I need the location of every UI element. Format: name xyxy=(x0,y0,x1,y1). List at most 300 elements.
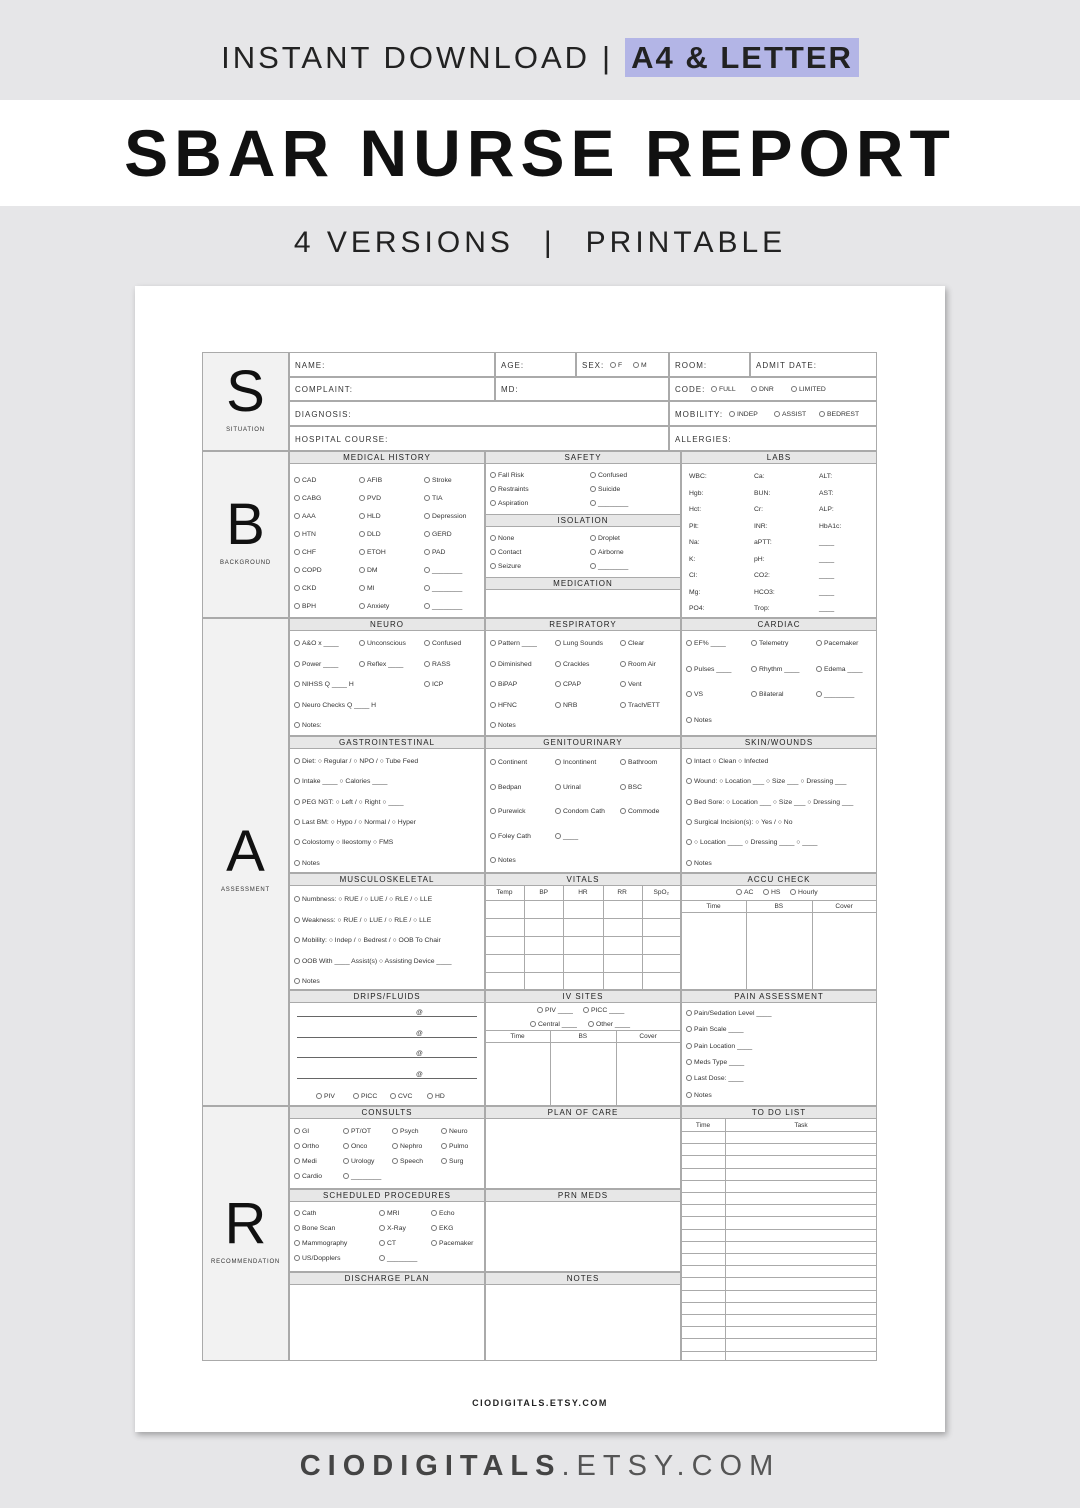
code-full-option[interactable] xyxy=(711,385,736,394)
gi-option[interactable] xyxy=(294,757,418,766)
procedure-option[interactable] xyxy=(379,1209,399,1218)
checkbox-circle[interactable] xyxy=(490,759,496,765)
medical-history-option[interactable] xyxy=(359,494,381,503)
checkbox-circle[interactable] xyxy=(353,1093,359,1099)
neuro-option[interactable] xyxy=(359,660,403,669)
isolation-option[interactable] xyxy=(590,548,624,557)
cardiac-option[interactable] xyxy=(686,690,703,699)
mobility-assist-option[interactable] xyxy=(774,410,806,419)
checkbox-circle[interactable] xyxy=(610,362,616,368)
gu-option[interactable] xyxy=(490,807,526,816)
medical-history-option[interactable] xyxy=(294,476,316,485)
checkbox-circle[interactable] xyxy=(294,531,300,537)
medical-history-option[interactable] xyxy=(424,512,466,521)
consult-option[interactable] xyxy=(441,1157,463,1166)
accu-option[interactable] xyxy=(736,888,753,897)
medical-history-option[interactable] xyxy=(359,602,389,611)
neuro-option[interactable] xyxy=(424,660,451,669)
checkbox-circle[interactable] xyxy=(294,1255,300,1261)
checkbox-circle[interactable] xyxy=(294,1173,300,1179)
versions-text: 4 VERSIONS xyxy=(293,226,514,259)
safety-option[interactable] xyxy=(590,485,620,494)
skin-option[interactable] xyxy=(686,777,846,786)
checkbox-circle[interactable] xyxy=(751,666,757,672)
checkbox-circle[interactable] xyxy=(686,1059,692,1065)
checkbox-circle[interactable] xyxy=(294,937,300,943)
mobility-bedrest-option[interactable] xyxy=(819,410,859,419)
respiratory-option[interactable] xyxy=(555,701,577,710)
respiratory-option[interactable] xyxy=(620,639,644,648)
gu-option[interactable] xyxy=(555,783,581,792)
checkbox-circle[interactable] xyxy=(392,1158,398,1164)
checkbox-circle[interactable] xyxy=(424,513,430,519)
checkbox-circle[interactable] xyxy=(294,1158,300,1164)
isolation-option[interactable] xyxy=(590,534,620,543)
safety-option[interactable] xyxy=(590,499,628,508)
drip-at: @ xyxy=(416,1009,423,1016)
checkbox-circle[interactable] xyxy=(711,386,717,392)
medical-history-option[interactable] xyxy=(294,530,316,539)
checkbox-circle[interactable] xyxy=(530,1021,536,1027)
checkbox-circle[interactable] xyxy=(620,681,626,687)
checkbox-circle[interactable] xyxy=(555,661,561,667)
mobility-indep-option[interactable] xyxy=(729,410,758,419)
safety-option[interactable] xyxy=(490,471,524,480)
checkbox-circle[interactable] xyxy=(620,808,626,814)
medical-history-option[interactable] xyxy=(359,584,375,593)
checkbox-circle[interactable] xyxy=(490,857,496,863)
neuro-option[interactable] xyxy=(294,721,322,730)
cardiac-option[interactable] xyxy=(816,639,858,648)
checkbox-circle[interactable] xyxy=(424,477,430,483)
iv-option[interactable] xyxy=(583,1006,624,1015)
checkbox-circle[interactable] xyxy=(555,784,561,790)
checkbox-circle[interactable] xyxy=(736,889,742,895)
gi-option[interactable] xyxy=(294,838,393,847)
checkbox-circle[interactable] xyxy=(379,1225,385,1231)
gu-option[interactable] xyxy=(490,832,531,841)
checkbox-circle[interactable] xyxy=(490,500,496,506)
medical-history-option[interactable] xyxy=(359,548,386,557)
pain-option[interactable] xyxy=(686,1042,752,1051)
checkbox-circle[interactable] xyxy=(424,585,430,591)
consult-option[interactable] xyxy=(294,1142,319,1151)
checkbox-circle[interactable] xyxy=(343,1173,349,1179)
medical-history-option[interactable] xyxy=(294,494,321,503)
line-type-option[interactable] xyxy=(316,1092,335,1101)
checkbox-circle[interactable] xyxy=(620,759,626,765)
checkbox-circle[interactable] xyxy=(751,386,757,392)
medical-history-option[interactable] xyxy=(294,602,316,611)
checkbox-circle[interactable] xyxy=(686,758,692,764)
checkbox-circle[interactable] xyxy=(390,1093,396,1099)
checkbox-circle[interactable] xyxy=(555,640,561,646)
checkbox-circle[interactable] xyxy=(590,472,596,478)
gu-option[interactable] xyxy=(555,832,578,841)
respiratory-option[interactable] xyxy=(490,660,532,669)
respiratory-option[interactable] xyxy=(620,660,656,669)
checkbox-circle[interactable] xyxy=(294,549,300,555)
neuro-option[interactable] xyxy=(294,639,339,648)
skin-option[interactable] xyxy=(686,798,853,807)
respiratory-option[interactable] xyxy=(490,701,517,710)
line-type-option[interactable] xyxy=(427,1092,445,1101)
checkbox-circle[interactable] xyxy=(424,681,430,687)
medical-history-option[interactable] xyxy=(424,566,462,575)
checkbox-circle[interactable] xyxy=(392,1143,398,1149)
checkbox-circle[interactable] xyxy=(359,585,365,591)
checkbox-circle[interactable] xyxy=(427,1093,433,1099)
consult-option[interactable] xyxy=(343,1142,367,1151)
checkbox-circle[interactable] xyxy=(294,917,300,923)
isolation-option[interactable] xyxy=(490,562,521,571)
medical-history-option[interactable] xyxy=(294,548,316,557)
medical-history-option[interactable] xyxy=(424,602,462,611)
checkbox-circle[interactable] xyxy=(431,1210,437,1216)
procedure-option[interactable] xyxy=(379,1224,406,1233)
checkbox-circle[interactable] xyxy=(392,1128,398,1134)
consult-option[interactable] xyxy=(392,1127,419,1136)
checkbox-circle[interactable] xyxy=(294,640,300,646)
consult-option[interactable] xyxy=(294,1172,322,1181)
checkbox-circle[interactable] xyxy=(490,722,496,728)
isolation-option[interactable] xyxy=(490,534,514,543)
iv-option[interactable] xyxy=(530,1020,577,1029)
cardiac-option[interactable] xyxy=(686,716,712,725)
medical-history-option[interactable] xyxy=(359,476,382,485)
checkbox-circle[interactable] xyxy=(686,860,692,866)
skin-option[interactable] xyxy=(686,818,793,827)
pain-option[interactable] xyxy=(686,1025,744,1034)
checkbox-circle[interactable] xyxy=(686,799,692,805)
medical-history-option[interactable] xyxy=(424,548,445,557)
checkbox-circle[interactable] xyxy=(379,1255,385,1261)
isolation-option[interactable] xyxy=(490,548,521,557)
gu-option[interactable] xyxy=(555,758,596,767)
checkbox-circle[interactable] xyxy=(431,1240,437,1246)
pain-option[interactable] xyxy=(686,1074,744,1083)
sex-f-option[interactable] xyxy=(610,361,622,370)
checkbox-circle[interactable] xyxy=(424,603,430,609)
checkbox-circle[interactable] xyxy=(590,500,596,506)
medical-history-option[interactable] xyxy=(359,512,381,521)
consult-option[interactable] xyxy=(392,1142,422,1151)
checkbox-circle[interactable] xyxy=(294,896,300,902)
checkbox-circle[interactable] xyxy=(424,549,430,555)
procedure-option[interactable] xyxy=(294,1209,316,1218)
respiratory-option[interactable] xyxy=(555,660,589,669)
procedure-option[interactable] xyxy=(431,1224,453,1233)
checkbox-circle[interactable] xyxy=(424,661,430,667)
line-type-option[interactable] xyxy=(353,1092,377,1101)
cardiac-option[interactable] xyxy=(686,665,731,674)
checkbox-circle[interactable] xyxy=(790,889,796,895)
neuro-option[interactable] xyxy=(359,639,406,648)
checkbox-circle[interactable] xyxy=(294,799,300,805)
checkbox-circle[interactable] xyxy=(359,531,365,537)
checkbox-circle[interactable] xyxy=(294,1225,300,1231)
checkbox-circle[interactable] xyxy=(424,567,430,573)
checkbox-circle[interactable] xyxy=(751,640,757,646)
checkbox-circle[interactable] xyxy=(294,681,300,687)
checkbox-circle[interactable] xyxy=(620,640,626,646)
consult-option[interactable] xyxy=(343,1127,371,1136)
medical-history-option[interactable] xyxy=(294,584,316,593)
respiratory-option[interactable] xyxy=(490,639,537,648)
consult-option[interactable] xyxy=(441,1142,468,1151)
gu-option[interactable] xyxy=(620,758,657,767)
gu-option[interactable] xyxy=(490,783,521,792)
checkbox-circle[interactable] xyxy=(620,661,626,667)
checkbox-circle[interactable] xyxy=(294,585,300,591)
msk-option[interactable] xyxy=(294,916,431,925)
checkbox-circle[interactable] xyxy=(751,691,757,697)
procedure-option[interactable] xyxy=(431,1209,455,1218)
medical-history-option[interactable] xyxy=(359,566,378,575)
checkbox-circle[interactable] xyxy=(588,1021,594,1027)
checkbox-circle[interactable] xyxy=(294,495,300,501)
checkbox-circle[interactable] xyxy=(379,1210,385,1216)
checkbox-circle[interactable] xyxy=(555,808,561,814)
cardiac-option[interactable] xyxy=(751,690,784,699)
checkbox-circle[interactable] xyxy=(359,513,365,519)
checkbox-circle[interactable] xyxy=(490,640,496,646)
skin-option[interactable] xyxy=(686,859,712,868)
checkbox-circle[interactable] xyxy=(343,1128,349,1134)
checkbox-circle[interactable] xyxy=(294,1210,300,1216)
code-limited-option[interactable] xyxy=(791,385,826,394)
checkbox-circle[interactable] xyxy=(774,411,780,417)
checkbox-circle[interactable] xyxy=(686,819,692,825)
iv-option[interactable] xyxy=(537,1006,573,1015)
code-dnr-option[interactable] xyxy=(751,385,774,394)
checkbox-circle[interactable] xyxy=(379,1240,385,1246)
checkbox-circle[interactable] xyxy=(294,860,300,866)
checkbox-circle[interactable] xyxy=(441,1128,447,1134)
checkbox-circle[interactable] xyxy=(490,535,496,541)
skin-option[interactable] xyxy=(686,838,817,847)
msk-option[interactable] xyxy=(294,936,441,945)
checkbox-circle[interactable] xyxy=(816,666,822,672)
checkbox-circle[interactable] xyxy=(686,778,692,784)
checkbox-circle[interactable] xyxy=(555,833,561,839)
msk-option[interactable] xyxy=(294,895,432,904)
checkbox-circle[interactable] xyxy=(816,640,822,646)
pain-option[interactable] xyxy=(686,1058,744,1067)
respiratory-option[interactable] xyxy=(490,721,516,730)
checkbox-circle[interactable] xyxy=(424,531,430,537)
checkbox-circle[interactable] xyxy=(490,784,496,790)
checkbox-circle[interactable] xyxy=(490,808,496,814)
checkbox-circle[interactable] xyxy=(294,778,300,784)
consult-option[interactable] xyxy=(294,1127,309,1136)
consult-option[interactable] xyxy=(294,1157,317,1166)
pain-option[interactable] xyxy=(686,1009,771,1018)
checkbox-circle[interactable] xyxy=(294,722,300,728)
consult-option[interactable] xyxy=(343,1172,381,1181)
gi-option[interactable] xyxy=(294,798,403,807)
procedure-option[interactable] xyxy=(431,1239,473,1248)
neuro-option[interactable] xyxy=(294,660,338,669)
checkbox-circle[interactable] xyxy=(816,691,822,697)
cardiac-option[interactable] xyxy=(816,665,863,674)
checkbox-circle[interactable] xyxy=(590,486,596,492)
checkbox-circle[interactable] xyxy=(294,477,300,483)
medical-history-option[interactable] xyxy=(424,494,443,503)
safety-option[interactable] xyxy=(590,471,627,480)
checkbox-circle[interactable] xyxy=(294,839,300,845)
neuro-option[interactable] xyxy=(294,701,376,710)
checkbox-circle[interactable] xyxy=(583,1007,589,1013)
checkbox-circle[interactable] xyxy=(686,839,692,845)
sex-m-option[interactable] xyxy=(633,361,647,370)
checkbox-circle[interactable] xyxy=(686,1075,692,1081)
checkbox-circle[interactable] xyxy=(359,495,365,501)
checkbox-circle[interactable] xyxy=(490,702,496,708)
respiratory-option[interactable] xyxy=(620,701,660,710)
checkbox-circle[interactable] xyxy=(359,567,365,573)
checkbox-circle[interactable] xyxy=(294,1143,300,1149)
checkbox-circle[interactable] xyxy=(490,833,496,839)
checkbox-circle[interactable] xyxy=(590,535,596,541)
checkbox-circle[interactable] xyxy=(555,702,561,708)
consult-option[interactable] xyxy=(392,1157,423,1166)
medical-history-option[interactable] xyxy=(424,530,452,539)
medical-history-option[interactable] xyxy=(294,566,322,575)
checkbox-circle[interactable] xyxy=(686,640,692,646)
checkbox-circle[interactable] xyxy=(686,1043,692,1049)
checkbox-circle[interactable] xyxy=(555,759,561,765)
gi-option[interactable] xyxy=(294,818,416,827)
respiratory-option[interactable] xyxy=(555,639,603,648)
respiratory-option[interactable] xyxy=(555,680,581,689)
checkbox-circle[interactable] xyxy=(294,1240,300,1246)
checkbox-circle[interactable] xyxy=(686,666,692,672)
checkbox-circle[interactable] xyxy=(686,717,692,723)
checkbox-circle[interactable] xyxy=(359,640,365,646)
checkbox-circle[interactable] xyxy=(294,958,300,964)
neuro-option[interactable] xyxy=(424,639,461,648)
safety-option[interactable] xyxy=(490,499,528,508)
checkbox-circle[interactable] xyxy=(359,477,365,483)
checkbox-circle[interactable] xyxy=(590,549,596,555)
checkbox-circle[interactable] xyxy=(316,1093,322,1099)
medical-history-option[interactable] xyxy=(424,584,462,593)
procedure-option[interactable] xyxy=(294,1224,335,1233)
checkbox-circle[interactable] xyxy=(359,603,365,609)
checkbox-circle[interactable] xyxy=(343,1158,349,1164)
gu-option[interactable] xyxy=(555,807,605,816)
medical-history-option[interactable] xyxy=(359,530,381,539)
accu-option[interactable] xyxy=(790,888,818,897)
checkbox-circle[interactable] xyxy=(490,549,496,555)
checkbox-circle[interactable] xyxy=(686,691,692,697)
msk-option[interactable] xyxy=(294,977,320,986)
checkbox-circle[interactable] xyxy=(490,681,496,687)
checkbox-circle[interactable] xyxy=(359,661,365,667)
checkbox-circle[interactable] xyxy=(294,567,300,573)
cardiac-option[interactable] xyxy=(751,639,788,648)
procedure-option[interactable] xyxy=(294,1239,347,1248)
checkbox-circle[interactable] xyxy=(294,978,300,984)
gu-option[interactable] xyxy=(620,807,659,816)
checkbox-circle[interactable] xyxy=(359,549,365,555)
cardiac-option[interactable] xyxy=(816,690,854,699)
cardiac-option[interactable] xyxy=(751,665,799,674)
checkbox-circle[interactable] xyxy=(763,889,769,895)
checkbox-circle[interactable] xyxy=(294,702,300,708)
gi-option[interactable] xyxy=(294,859,320,868)
safety-option[interactable] xyxy=(490,485,529,494)
checkbox-circle[interactable] xyxy=(424,640,430,646)
checkbox-circle[interactable] xyxy=(729,411,735,417)
checkbox-circle[interactable] xyxy=(555,681,561,687)
checkbox-circle[interactable] xyxy=(294,1128,300,1134)
line-type-option[interactable] xyxy=(390,1092,412,1101)
checkbox-circle[interactable] xyxy=(633,362,639,368)
checkbox-circle[interactable] xyxy=(819,411,825,417)
respiratory-option[interactable] xyxy=(620,680,642,689)
medical-history-option[interactable] xyxy=(294,512,316,521)
checkbox-circle[interactable] xyxy=(791,386,797,392)
checkbox-circle[interactable] xyxy=(294,603,300,609)
checkbox-circle[interactable] xyxy=(294,661,300,667)
neuro-option[interactable] xyxy=(294,680,354,689)
checkbox-circle[interactable] xyxy=(620,784,626,790)
accu-option[interactable] xyxy=(763,888,780,897)
checkbox-circle[interactable] xyxy=(294,513,300,519)
gu-option[interactable] xyxy=(490,856,516,865)
checkbox-circle[interactable] xyxy=(294,819,300,825)
checkbox-circle[interactable] xyxy=(431,1225,437,1231)
msk-option[interactable] xyxy=(294,957,452,966)
pain-option[interactable] xyxy=(686,1091,712,1100)
consult-option[interactable] xyxy=(441,1127,468,1136)
checkbox-circle[interactable] xyxy=(490,472,496,478)
procedure-option[interactable] xyxy=(379,1254,417,1263)
cardiac-option[interactable] xyxy=(686,639,726,648)
checkbox-circle[interactable] xyxy=(686,1010,692,1016)
procedure-option[interactable] xyxy=(294,1254,341,1263)
medical-history-option[interactable] xyxy=(424,476,452,485)
iv-option[interactable] xyxy=(588,1020,630,1029)
checkbox-circle[interactable] xyxy=(490,661,496,667)
gu-option[interactable] xyxy=(620,783,642,792)
checkbox-circle[interactable] xyxy=(424,495,430,501)
checkbox-circle[interactable] xyxy=(441,1143,447,1149)
checkbox-circle[interactable] xyxy=(590,563,596,569)
respiratory-option[interactable] xyxy=(490,680,517,689)
checkbox-circle[interactable] xyxy=(490,486,496,492)
gu-option[interactable] xyxy=(490,758,527,767)
checkbox-circle[interactable] xyxy=(343,1143,349,1149)
checkbox-circle[interactable] xyxy=(686,1092,692,1098)
consult-option[interactable] xyxy=(343,1157,374,1166)
checkbox-circle[interactable] xyxy=(620,702,626,708)
procedure-option[interactable] xyxy=(379,1239,396,1248)
checkbox-circle[interactable] xyxy=(490,563,496,569)
neuro-option[interactable] xyxy=(424,680,443,689)
checkbox-circle[interactable] xyxy=(537,1007,543,1013)
isolation-option[interactable] xyxy=(590,562,628,571)
checkbox-circle[interactable] xyxy=(441,1158,447,1164)
gi-option[interactable] xyxy=(294,777,387,786)
section-s-word: SITUATION xyxy=(226,426,265,433)
checkbox-circle[interactable] xyxy=(294,758,300,764)
skin-option[interactable] xyxy=(686,757,768,766)
medical-history-header: MEDICAL HISTORY xyxy=(289,451,485,464)
checkbox-circle[interactable] xyxy=(686,1026,692,1032)
